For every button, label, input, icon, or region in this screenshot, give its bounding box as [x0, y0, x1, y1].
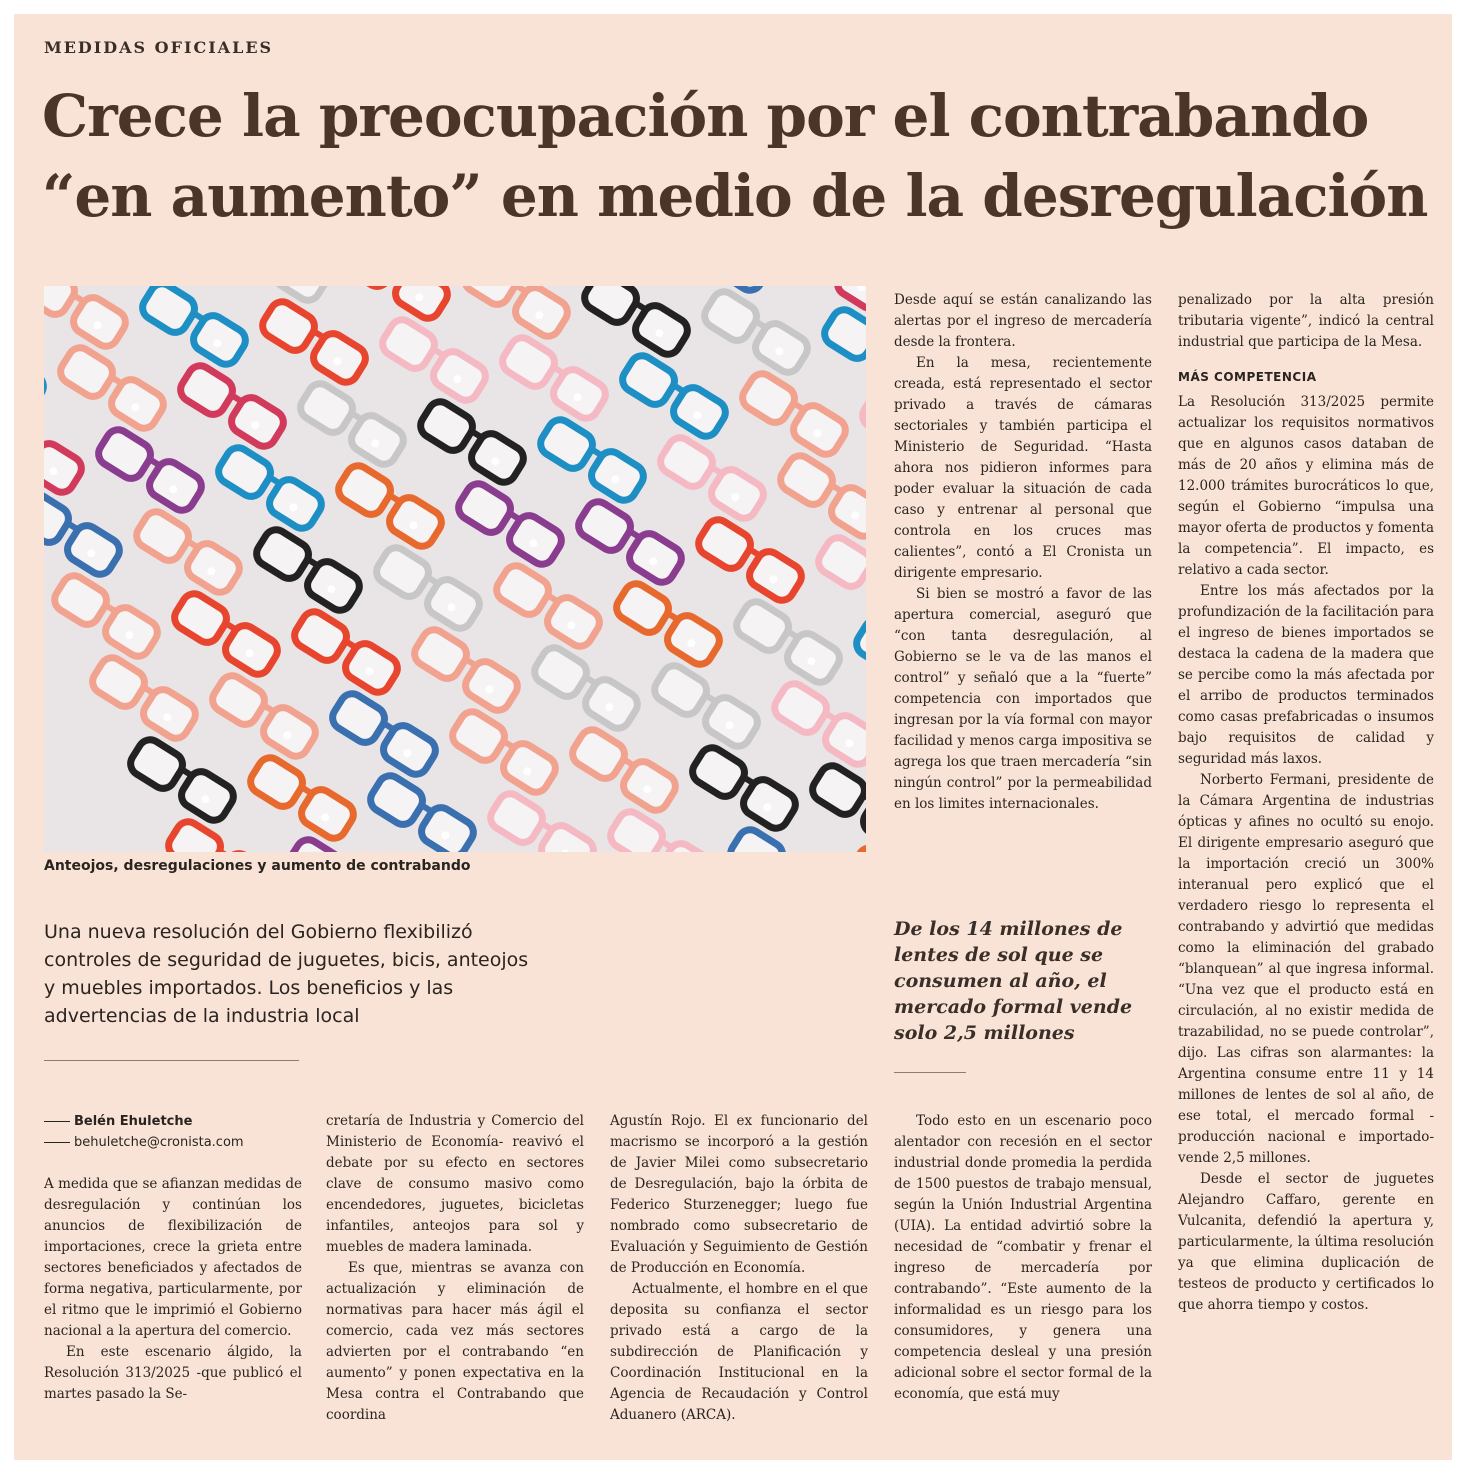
author-email[interactable]: behuletche@cronista.com [74, 1135, 244, 1150]
body-column-4-bottom [894, 1111, 1152, 1405]
newspaper-page [14, 14, 1452, 1460]
paragraph: Actualmente, el hombre en el que deposita su confianza el sector privado está a cargo de la subdirección de Planificación y Coordinación Institucional en la Agencia de Recaudación y Control Aduanero (ARCA). [610, 1281, 868, 1423]
paragraph: Desde el sector de juguetes Alejandro Caffaro, gerente en Vulcanita, defendió la apertura y, particularmente, la última resolución ya que elimina duplicación de testeos de producto y certificados lo que ahorra tiempo y costos. [1178, 1171, 1434, 1313]
paragraph: Entre los más afectados por la profundización de la facilitación para el ingreso de bienes importados se destaca la cadena de la madera que se percibe como la más afectada por el arribo de productos terminados como casas prefabricadas o insumos bajo requisitos de calidad y seguridad más laxos. [1178, 583, 1434, 767]
author-name: Belén Ehuletche [74, 1114, 193, 1129]
paragraph: Es que, mientras se avanza con actualización y eliminación de normativas para hacer más ágil el comercio, cada vez más sectores advierten por el contrabando “en aumento” y ponen expectativa en la Mesa contra el Contrabando que coordina [326, 1260, 584, 1423]
paragraph: penalizado por la alta presión tributaria vigente”, indicó la central industrial que participa de la Mesa. [1178, 292, 1434, 350]
body-column-2 [326, 1111, 584, 1426]
body-column-4-top [894, 290, 1152, 815]
paragraph: Norberto Fermani, presidente de la Cámara Argentina de industrias ópticas y afines no ocultó su enojo. El dirigente empresario aseguró que la importación creció un 300% interanual pero explicó que el verdadero riesgo lo representa el contrabando y advirtió que medidas como la eliminación del grabado “blanquean” al que ingresa informal. “Una vez que el producto está en circulación, al no existir medida de trazabilidad, no se puede controlar”, dijo. Las cifras son alarmantes: la Argentina consume entre 11 y 14 millones de lentes de sol al año, de ese total, el mercado formal -producción nacional e importado- vende 2,5 millones. [1178, 772, 1434, 1166]
paragraph: En este escenario álgido, la Resolución 313/2025 -que publicó el martes pasado la Se- [44, 1344, 302, 1402]
headline-line-1: Crece la preocupación por el contrabando [42, 82, 1369, 150]
paragraph: A medida que se afianzan medidas de desregulación y continúan los anuncios de flexibilización de importaciones, crece la grieta entre sectores beneficiados y afectados de forma negativa, particularmente, por el ritmo que le imprimió el Gobierno nacional a la apertura del comercio. [44, 1176, 302, 1339]
paragraph: Agustín Rojo. El ex funcionario del macrismo se incorporó a la gestión de Javier Milei como subsecretario de Desregulación, bajo la órbita de Federico Sturzenegger; luego fue nombrado como subsecretario de Evaluación y Seguimiento de Gestión de Producción en Economía. [610, 1113, 868, 1276]
paragraph: Todo esto en un escenario poco alentador con recesión en el sector industrial donde promedia la perdida de 1500 puestos de trabajo mensual, según la Unión Industrial Argentina (UIA). La entidad advirtió sobre la necesidad de “combatir y frenar el ingreso de mercadería por contrabando”. “Este aumento de la informalidad es un riesgo para los consumidores, y genera una competencia desleal y una presión adicional sobre el sector formal de la economía, que está muy [894, 1113, 1152, 1402]
byline [44, 1111, 244, 1153]
paragraph: Desde aquí se están canalizando las alertas por el ingreso de mercadería desde la frontera. [894, 292, 1152, 350]
paragraph: cretaría de Industria y Comercio del Ministerio de Economía- reavivó el debate por su efecto en sectores clave de consumo masivo como encendedores, juguetes, bicicletas infantiles, anteojos para sol y muebles de madera laminada. [326, 1113, 584, 1255]
article-dek: Una nueva resolución del Gobierno flexibilizó controles de seguridad de juguetes, bicis, anteojos y muebles importados. Los beneficios y las advertencias de la industria local [44, 921, 529, 1027]
byline-dash [44, 1142, 70, 1143]
pull-quote-divider [894, 1072, 966, 1073]
body-column-5 [1178, 290, 1434, 1316]
pull-quote: De los 14 millones de lentes de sol que se consumen al año, el mercado formal vende solo 2,5 millones [894, 918, 1133, 1044]
body-column-3 [610, 1111, 868, 1426]
eyeglasses-illustration [44, 286, 866, 852]
headline-line-2: “en aumento” en medio de la desregulación [42, 162, 1428, 230]
dek-divider [44, 1060, 299, 1061]
paragraph: Si bien se mostró a favor de las apertura comercial, aseguró que “con tanta desregulación, al Gobierno se le va de las manos el control” y señaló que a la “fuerte” competencia con importados que ingresan por la vía formal con mayor facilidad y menos carga impositiva se agrega los que traen mercadería “sin ningún control” por la permeabilidad en los limites internacionales. [894, 586, 1152, 812]
byline-dash [44, 1121, 70, 1122]
headline [42, 76, 1442, 236]
subhead: MÁS COMPETENCIA [1178, 370, 1317, 384]
body-column-1 [44, 1174, 302, 1405]
eyeglasses-photo [44, 286, 866, 852]
section-kicker: MEDIDAS OFICIALES [44, 38, 274, 57]
paragraph: En la mesa, recientemente creada, está representado el sector privado a través de cámaras sectoriales y también participa el Ministerio de Seguridad. “Hasta ahora nos pidieron informes para poder evaluar la situación de cada caso y entrenar al personal que controla en los cruces mas calientes”, contó a El Cronista un dirigente empresario. [894, 355, 1152, 581]
photo-caption: Anteojos, desregulaciones y aumento de contrabando [44, 858, 471, 874]
paragraph: La Resolución 313/2025 permite actualizar los requisitos normativos que en algunos casos databan de más de 20 años y elimina más de 12.000 trámites burocráticos lo que, según el Gobierno “impulsa una mayor oferta de productos y fomenta la competencia”. El impacto, es relativo a cada sector. [1178, 394, 1434, 578]
